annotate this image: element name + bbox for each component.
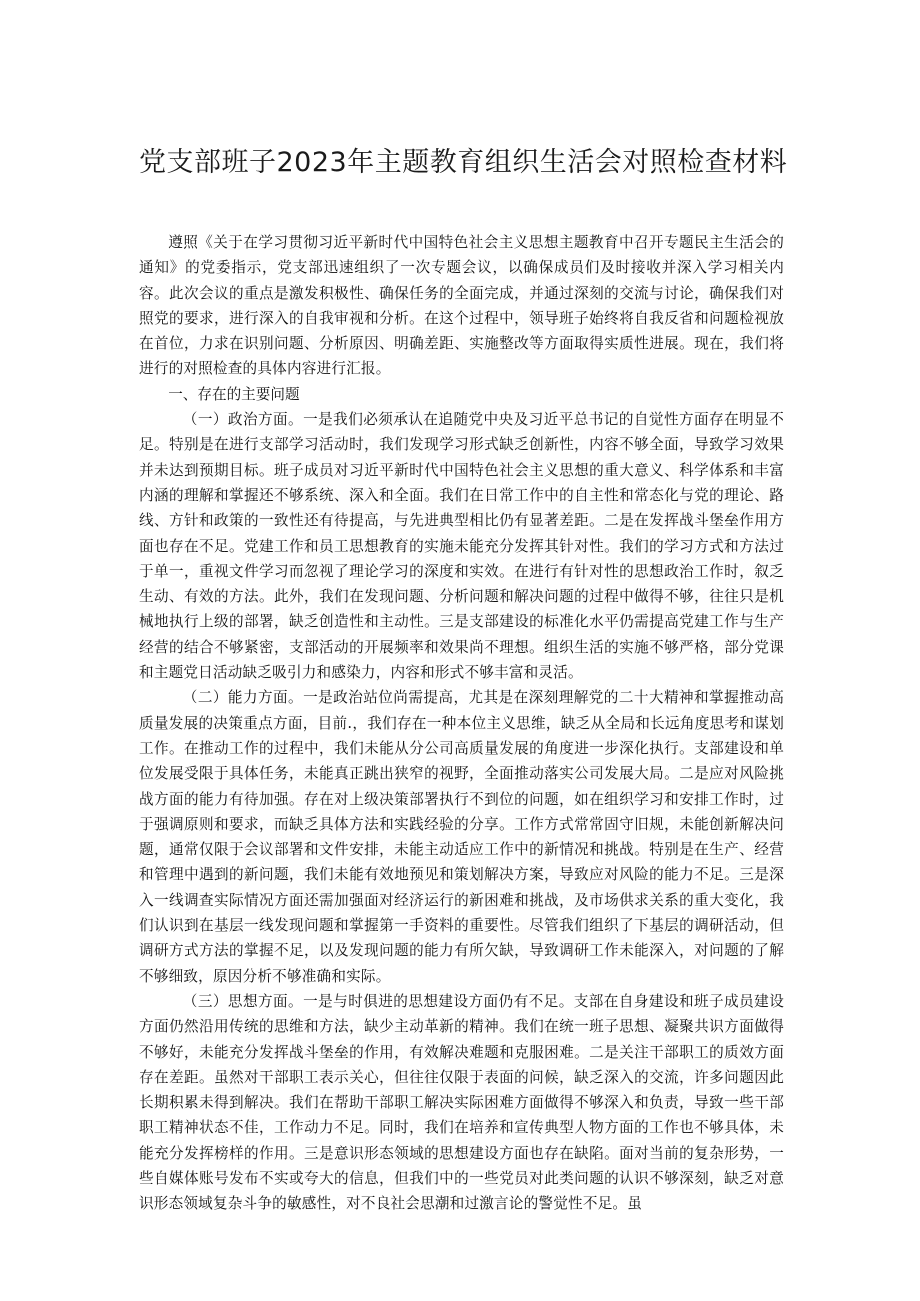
politics-paragraph: （一）政治方面。一是我们必须承认在追随党中央及习近平总书记的自觉性方面存在明显不足。特别是在进行支部学习活动时，我们发现学习形式缺乏创新性，内容不够全面，导致学习效果并未达到预期目标。班子成员对习近平新时代中国特色社会主义思想的重大意义、科学体系和丰富内涵的理解和掌握还不够系统、深入和全面。我们在日常工作中的自主性和常态化与党的理论、路线、方针和政策的一致性还有待提高，与先进典型相比仍有显著差距。二是在发挥战斗堡垒作用方面也存在不足。党建工作和员工思想教育的实施未能充分发挥其针对性。我们的学习方式和方法过于单一，重视文件学习而忽视了理论学习的深度和实效。在进行有针对性的思想政治工作时，叙乏生动、有效的方法。此外，我们在发现问题、分析问题和解决问题的过程中做得不够，往往只是机械地执行上级的部署，缺乏创造性和主动性。三是支部建设的标准化水平仍需提高党建工作与生产经营的结合不够紧密，支部活动的开展频率和效果尚不理想。组织生活的实施不够严格，部分党课和主题党日活动缺乏吸引力和感染力，内容和形式不够丰富和灵活。	[139, 411, 784, 682]
thought-paragraph: （三）思想方面。一是与时俱进的思想建设方面仍有不足。支部在自身建设和班子成员建设方面仍然沿用传统的思维和方法，缺少主动革新的精神。我们在统一班子思想、凝聚共识方面做得不够好，未能充分发挥战斗堡垒的作用，有效解决难题和克服困难。二是关注干部职工的质效方面存在差距。虽然对干部职工表示关心，但往往仅限于表面的问候，缺乏深入的交流，许多问题因此长期积累未得到解决。我们在帮助干部职工解决实际困难方面做得不够深入和负责，导致一些干部职工精神状态不佳，工作动力不足。同时，我们在培养和宣传典型人物方面的工作也不够具体，未能充分发挥榜样的作用。三是意识形态领域的思想建设方面也存在缺陷。面对当前的复杂形势，一些自媒体账号发布不实或夸大的信息，但我们中的一些党员对此类问题的认识不够深刻，缺乏对意识形态领域复杂斗争的敏感性，对不良社会思潮和过激言论的警觉性不足。虽	[139, 992, 784, 1213]
ability-paragraph: （二）能力方面。一是政治站位尚需提高，尤其是在深刻理解党的二十大精神和掌握推动高质量发展的决策重点方面，目前.，我们存在一种本位主义思维，缺乏从全局和长远角度思考和谋划工作。在推动工作的过程中，我们未能从分公司高质量发展的角度进一步深化执行。支部建设和单位发展受限于具体任务，未能真正跳出狭窄的视野，全面推动落实公司发展大局。二是应对风险挑战方面的能力有待加强。存在对上级决策部署执行不到位的问题，如在组织学习和安排工作时，过于强调原则和要求，而缺乏具体方法和实践经验的分享。工作方式常常固守旧规，未能创新解决问题，通常仅限于会议部署和文件安排，未能主动适应工作中的新情况和挑战。特别是在生产、经营和管理中遇到的新问题，我们未能有效地预见和策划解决方案，导致应对风险的能力不足。三是深入一线调查实际情况方面还需加强面对经济运行的新困难和挑战，及市场供求关系的重大变化，我们认识到在基层一线发现问题和掌握第一手资料的重要性。尽管我们组织了下基层的调研活动，但调研方式方法的掌握不足，以及发现问题的能力有所欠缺，导致调研工作未能深入，对问题的了解不够细致，原因分析不够准确和实际。	[139, 689, 784, 985]
intro-paragraph: 遵照《关于在学习贯彻习近平新时代中国特色社会主义思想主题教育中召开专题民主生活会的通知》的党委指示，党支部迅速组织了一次专题会议，以确保成员们及时接收并深入学习相关内容。此次会议的重点是激发积极性、确保任务的全面完成，并通过深刻的交流与讨论，确保我们对照党的要求，进行深入的自我审视和分析。在这个过程中，领导班子始终将自我反省和问题检视放在首位，力求在识别问题、分析原因、明确差距、实施整改等方面取得实质性进展。现在，我们将进行的对照检查的具体内容进行汇报。	[139, 234, 784, 378]
section-heading-main-problems: 一、存在的主要问题	[168, 385, 300, 403]
document-body	[139, 230, 784, 1217]
document-title: 党支部班子2023年主题教育组织生活会对照检查材料	[139, 147, 788, 178]
